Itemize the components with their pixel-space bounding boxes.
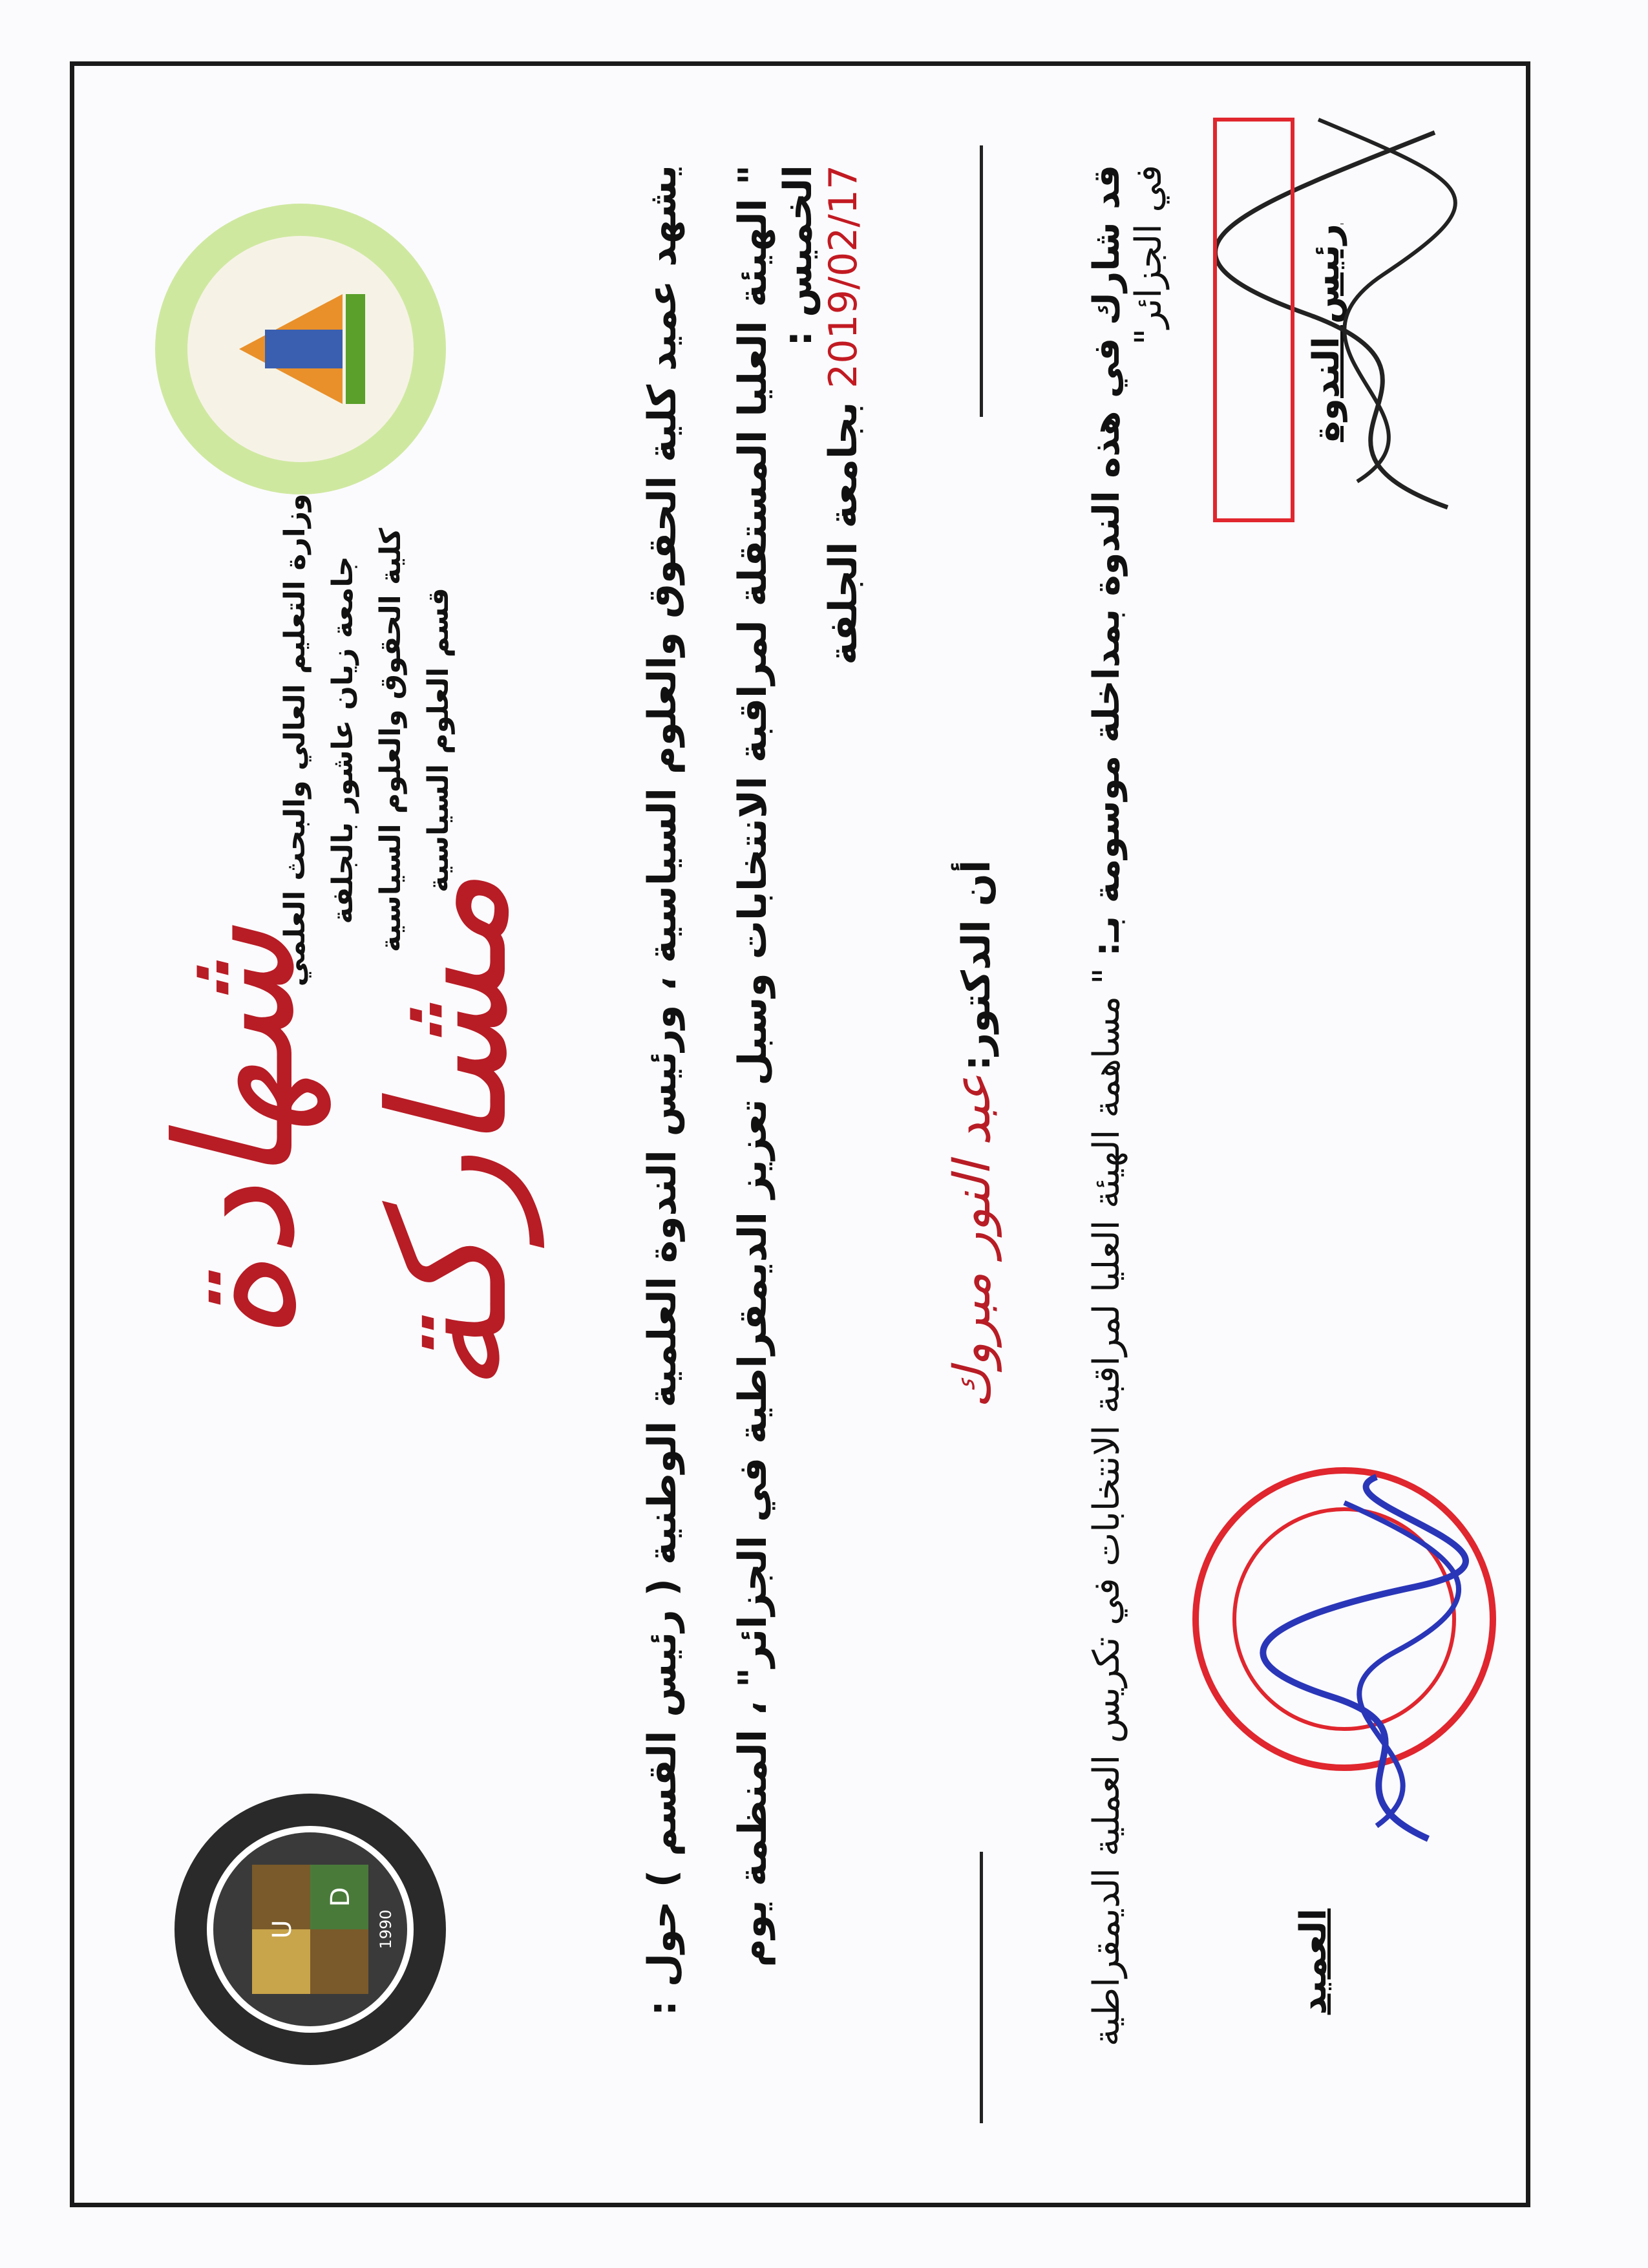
university-name: جامعة زيان عاشور بالجلفة	[326, 556, 359, 924]
university-seal-logo	[168, 1787, 452, 2072]
faculty-name: كلية الحقوق والعلوم السياسية	[374, 527, 407, 953]
contribution-topic: " مساهمة الهيئة العليا لمراقبة الانتخابات في تكريس العملية الديمقراطية في الجزائر"	[1086, 165, 1170, 2047]
rule-right	[980, 145, 983, 417]
chair-stamp	[1189, 94, 1525, 546]
rule-left	[980, 1852, 983, 2123]
venue-text: بجامعة الجلفة	[821, 401, 866, 665]
ministry-name: وزارة التعليم العالي والبحث العلمي	[279, 493, 312, 987]
certificate-body	[90, 68, 1545, 2201]
body-line-5	[1086, 165, 1170, 2104]
faculty-logo	[149, 197, 452, 501]
dean-stamp	[1183, 1451, 1519, 1865]
participant-intro: أن الدكتور:	[954, 860, 999, 1071]
contribution-prefix: قد شارك في هذه الندوة بمداخلة موسومة بـ:	[1086, 165, 1128, 957]
department-name: قسم العلوم السياسية	[422, 588, 455, 893]
participant-row	[944, 456, 1015, 1813]
dean-label: العميد	[1293, 1908, 1335, 2015]
event-date: 2019/02/17	[821, 165, 866, 388]
participant-name: عبد النور مبروك	[944, 1074, 1002, 1409]
body-line-3	[821, 165, 866, 2104]
chair-label: رئيس الندوة	[1305, 223, 1347, 443]
svg-text:U: U	[268, 1920, 297, 1939]
body-line-2: " الهيئة العليا المستقلة لمراقبة الانتخابات وسبل تعزيز الديمقراطية في الجزائر" ، المنظمة يوم الخميس :	[730, 165, 821, 1967]
svg-text:1990: 1990	[377, 1909, 395, 1949]
certificate-title: شهادة مشاركة	[142, 873, 543, 1395]
svg-text:D: D	[326, 1887, 355, 1907]
body-line-1: يشهد عميد كلية الحقوق والعلوم السياسية ، ورئيس الندوة العلمية الوطنية ( رئيس القسم ) حول :	[640, 165, 685, 2016]
